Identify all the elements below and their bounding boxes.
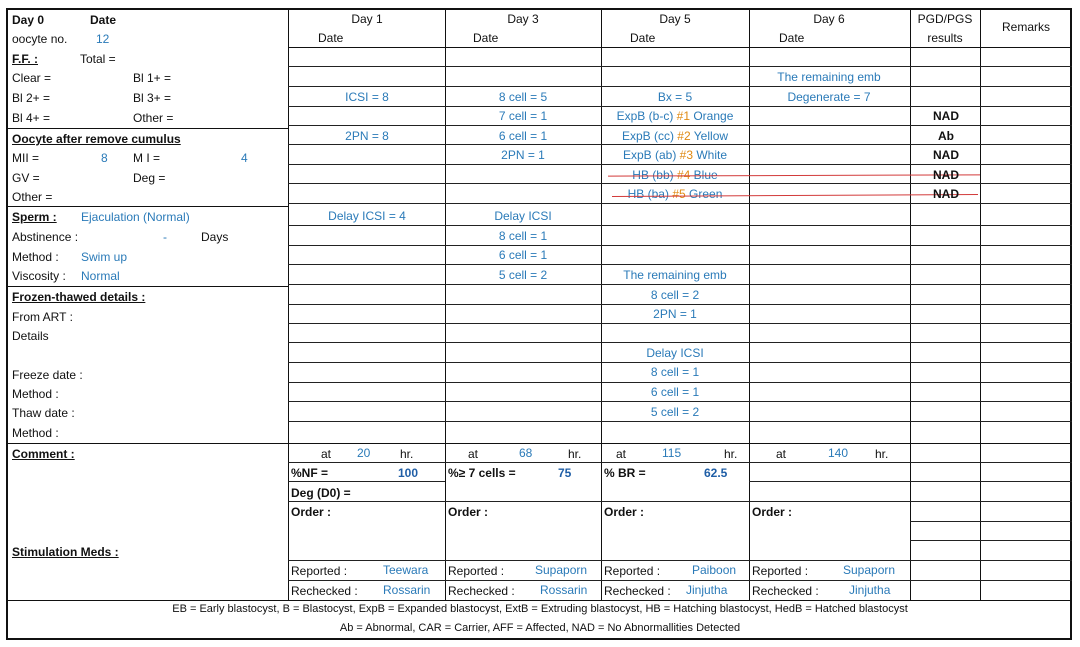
viscosity-value: Normal (81, 269, 120, 283)
bl2-label: Bl 2+ = (12, 91, 51, 105)
day5-embryo-4-number: #4 (676, 168, 691, 182)
mii-label: MII = (12, 151, 40, 165)
divider-day3 (445, 9, 446, 601)
row-rule (288, 304, 1072, 305)
day1-rechecked-label: Rechecked : (291, 584, 358, 598)
row-rule (288, 481, 445, 482)
day1-deg-d0-label: Deg (D0) = (291, 486, 351, 500)
day1-nf-label: %NF = (291, 466, 329, 480)
row-rule (288, 245, 1072, 246)
row-rule (288, 264, 1072, 265)
row-rule (288, 125, 1072, 126)
day3-row-7cell: 7 cell = 1 (498, 109, 548, 123)
day5-delay-5cell: 5 cell = 2 (650, 405, 700, 419)
mi-label: M I = (133, 151, 161, 165)
day1-reported-label: Reported : (291, 564, 348, 578)
day3-pct-label: %≥ 7 cells = (448, 466, 516, 480)
pgd-result-1: NAD (933, 109, 959, 123)
day6-reported-value: Supaporn (843, 563, 896, 577)
row-rule (288, 560, 1072, 561)
day1-hours: 20 (357, 446, 371, 460)
day3-delay-6cell: 6 cell = 1 (498, 248, 548, 262)
pgd-heading-line2: results (927, 31, 963, 45)
divider-remarks (980, 9, 981, 601)
method3-label: Method : (12, 426, 59, 440)
day5-embryo-1-grade: ExpB (b-c) (616, 109, 677, 123)
day5-embryo-2-grade: ExpB (cc) (621, 129, 678, 143)
day5-reported-value: Paiboon (692, 563, 737, 577)
day1-reported-value: Teewara (383, 563, 429, 577)
day5-embryo-1-number: #1 (676, 109, 691, 123)
pgd-heading-line1: PGD/PGS (917, 12, 973, 26)
day0-label: Day 0 (12, 13, 45, 27)
row-rule (910, 540, 1072, 541)
day6-hr-label: hr. (875, 447, 889, 461)
day3-date-label: Date (473, 31, 499, 45)
day5-remaining-8cell: 8 cell = 2 (650, 288, 700, 302)
pgd-result-5: NAD (933, 187, 959, 201)
day1-delay-icsi: Delay ICSI = 4 (328, 209, 406, 223)
day3-pct-value: 75 (558, 466, 572, 480)
freeze-date-label: Freeze date : (12, 368, 83, 382)
pgd-result-4: NAD (933, 168, 959, 182)
day3-reported-value: Supaporn (535, 563, 588, 577)
method2-label: Method : (12, 387, 59, 401)
left-section-rule (6, 128, 288, 129)
row-rule (288, 284, 1072, 285)
day5-embryo-2 (622, 128, 728, 144)
row-rule (288, 144, 1072, 145)
day5-order-label: Order : (604, 505, 645, 519)
row-rule (288, 164, 1072, 165)
day5-hours: 115 (662, 446, 682, 460)
row-rule (288, 183, 1072, 184)
day5-at-label: at (616, 447, 627, 461)
day5-embryo-3-grade: ExpB (ab) (622, 148, 680, 162)
viscosity-label: Viscosity : (12, 269, 66, 283)
row-rule (288, 362, 1072, 363)
day5-embryo-5-number: #5 (672, 187, 686, 201)
days-label: Days (201, 230, 229, 244)
day3-heading: Day 3 (507, 12, 539, 26)
day6-at-label: at (776, 447, 787, 461)
day3-delay-icsi: Delay ICSI (494, 209, 552, 223)
row-rule (288, 421, 1072, 422)
total-label: Total = (80, 52, 116, 66)
abbreviation-legend-line1: EB = Early blastocyst, B = Blastocyst, ExpB = Expanded blastocyst, ExtB = Extruding blastocyst, HB = Hatching blastocyst, HedB = Hatched blastocyst (172, 603, 908, 615)
left-section-rule (6, 443, 288, 444)
day6-degenerate: Degenerate = 7 (787, 90, 871, 104)
day5-embryo-1 (617, 108, 734, 124)
day5-remaining-emb: The remaining emb (623, 268, 727, 282)
day5-delay-icsi: Delay ICSI (646, 346, 704, 360)
day5-embryo-4-color: Blue (690, 168, 718, 182)
day6-remaining-emb: The remaining emb (777, 70, 881, 84)
abstinence-label: Abstinence : (12, 230, 79, 244)
row-rule (288, 86, 1072, 87)
day6-date-label: Date (779, 31, 805, 45)
day6-reported-label: Reported : (752, 564, 809, 578)
left-section-rule (6, 286, 288, 287)
day5-embryo-5 (628, 186, 723, 202)
day5-br-value: 62.5 (704, 466, 728, 480)
day3-rechecked-label: Rechecked : (448, 584, 515, 598)
row-rule (910, 521, 1072, 522)
day5-hr-label: hr. (724, 447, 738, 461)
details-label: Details (12, 329, 49, 343)
day5-bx: Bx = 5 (657, 90, 693, 104)
ff-label: F.F. : (12, 52, 38, 66)
day3-rechecked-value: Rossarin (540, 583, 588, 597)
day5-embryo-2-color: Yellow (690, 129, 729, 143)
day3-at-label: at (468, 447, 479, 461)
row-rule (288, 580, 1072, 581)
day5-embryo-5-color: Green (685, 187, 723, 201)
row-rule (749, 481, 1072, 482)
day1-hr-label: hr. (400, 447, 414, 461)
header-rule (288, 47, 1072, 48)
divider-left (288, 9, 289, 601)
day5-reported-label: Reported : (604, 564, 661, 578)
oocyte-no-label: oocyte no. (12, 32, 68, 46)
day6-heading: Day 6 (813, 12, 845, 26)
left-section-rule (6, 206, 288, 207)
row-rule (288, 401, 1072, 402)
row-rule (288, 203, 1072, 204)
day3-row-2pn: 2PN = 1 (501, 148, 545, 162)
day1-2pn: 2PN = 8 (345, 129, 389, 143)
abbreviation-legend-line2: Ab = Abnormal, CAR = Carrier, AFF = Affected, NAD = No Abnormallities Detected (339, 622, 741, 634)
bl3-label: Bl 3+ = (133, 91, 172, 105)
day3-delay-5cell: 5 cell = 2 (498, 268, 548, 282)
deg-label: Deg = (133, 171, 166, 185)
row-rule (288, 443, 1072, 444)
mi-value: 4 (241, 151, 248, 165)
divider-day5 (601, 9, 602, 601)
row-rule (288, 225, 1072, 226)
day6-order-label: Order : (752, 505, 793, 519)
day1-heading: Day 1 (351, 12, 383, 26)
legend-rule (6, 600, 1072, 601)
method-value: Swim up (81, 250, 128, 264)
day1-order-label: Order : (291, 505, 332, 519)
day5-embryo-3-number: #3 (679, 148, 694, 162)
sperm-value: Ejaculation (Normal) (81, 210, 190, 224)
day1-rechecked-value: Rossarin (383, 583, 431, 597)
day5-date-label: Date (630, 31, 656, 45)
comment-label: Comment : (12, 447, 75, 461)
day3-row-8cell: 8 cell = 5 (498, 90, 548, 104)
other2-label: Other = (12, 190, 53, 204)
row-rule (288, 462, 1072, 463)
row-rule (288, 382, 1072, 383)
row-rule (288, 323, 1072, 324)
day5-br-label: % BR = (604, 466, 646, 480)
day5-embryo-2-number: #2 (677, 129, 691, 143)
row-rule (288, 66, 1072, 67)
day6-rechecked-label: Rechecked : (752, 584, 819, 598)
day3-hr-label: hr. (568, 447, 582, 461)
stimulation-meds-label: Stimulation Meds : (12, 545, 119, 559)
day3-hours: 68 (519, 446, 533, 460)
day6-rechecked-value: Jinjutha (849, 583, 891, 597)
day3-delay-8cell: 8 cell = 1 (498, 229, 548, 243)
row-rule (288, 501, 1072, 502)
day1-icsi: ICSI = 8 (345, 90, 389, 104)
method-label: Method : (12, 250, 59, 264)
day5-delay-6cell: 6 cell = 1 (650, 385, 700, 399)
day5-embryo-3 (623, 147, 727, 163)
abstinence-value: - (163, 230, 167, 244)
other-label: Other = (133, 111, 174, 125)
mii-value: 8 (101, 151, 108, 165)
bl4-label: Bl 4+ = (12, 111, 51, 125)
day1-at-label: at (321, 447, 332, 461)
day5-embryo-4-grade: HB (bb) (632, 168, 677, 182)
day5-embryo-1-color: Orange (690, 109, 734, 123)
day5-heading: Day 5 (659, 12, 691, 26)
oocyte-no-value: 12 (96, 32, 110, 46)
divider-pgd (910, 9, 911, 601)
clear-label: Clear = (12, 71, 52, 85)
day3-order-label: Order : (448, 505, 489, 519)
remarks-heading: Remarks (1001, 20, 1051, 34)
row-rule (288, 342, 1072, 343)
day5-delay-8cell: 8 cell = 1 (650, 365, 700, 379)
day1-date-label: Date (318, 31, 344, 45)
frozen-heading: Frozen-thawed details : (12, 290, 146, 304)
from-art-label: From ART : (12, 310, 73, 324)
day0-date-label: Date (90, 13, 117, 27)
pgd-result-2: Ab (938, 129, 954, 143)
day3-reported-label: Reported : (448, 564, 505, 578)
bl1-label: Bl 1+ = (133, 71, 172, 85)
day1-nf-value: 100 (398, 466, 419, 480)
day5-rechecked-value: Jinjutha (686, 583, 728, 597)
thaw-date-label: Thaw date : (12, 406, 75, 420)
day5-rechecked-label: Rechecked : (604, 584, 671, 598)
gv-label: GV = (12, 171, 40, 185)
oocyte-after-heading: Oocyte after remove cumulus (12, 132, 181, 146)
day5-remaining-2pn: 2PN = 1 (653, 307, 697, 321)
day3-row-6cell: 6 cell = 1 (498, 129, 548, 143)
row-rule (288, 106, 1072, 107)
sperm-label: Sperm : (12, 210, 57, 224)
day5-embryo-3-color: White (693, 148, 728, 162)
day5-embryo-5-grade: HB (ba) (627, 187, 673, 201)
day6-hours: 140 (828, 446, 849, 460)
divider-day6 (749, 9, 750, 601)
pgd-result-3: NAD (933, 148, 959, 162)
